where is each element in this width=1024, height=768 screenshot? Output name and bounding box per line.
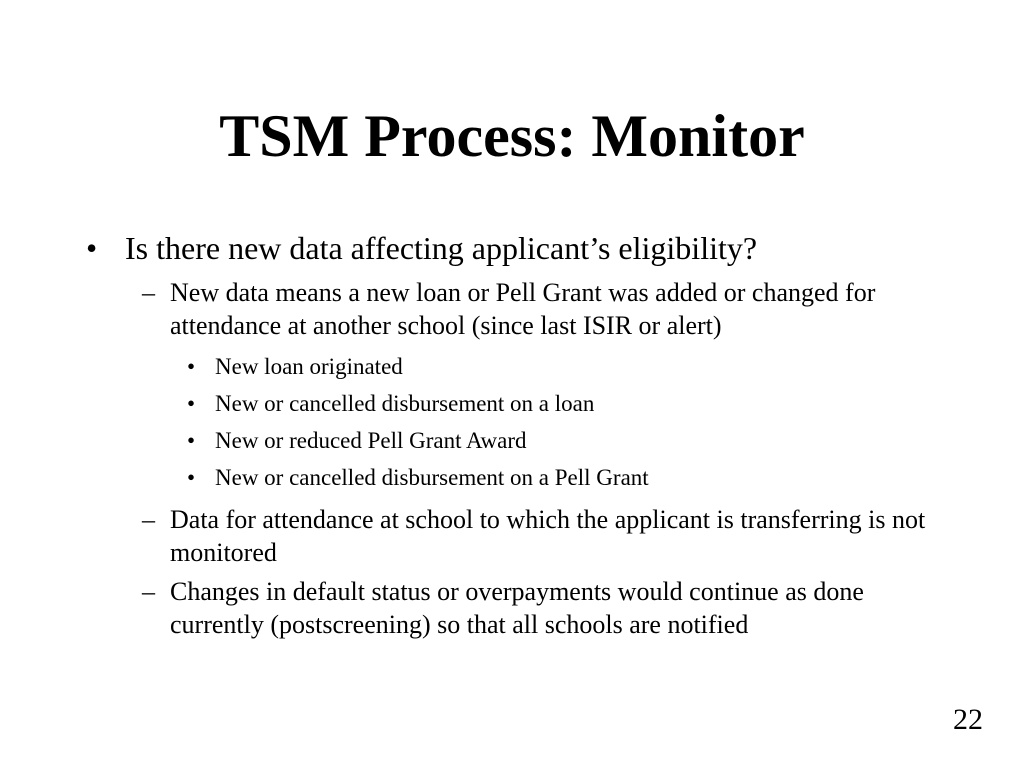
page-number: 22: [953, 703, 983, 736]
bullet-marker: •: [187, 465, 196, 490]
dash-marker: –: [142, 577, 155, 606]
subbullet-text: Changes in default status or overpayments would continue as done currently (postscreening) so that all schools are notified: [170, 577, 864, 639]
slide-title: TSM Process: Monitor: [219, 103, 805, 169]
bullet-marker: •: [187, 354, 196, 379]
subsubbullet-text: New or cancelled disbursement on a loan: [215, 391, 595, 416]
slide-content: [0, 226, 1024, 641]
subbullet-text: New data means a new loan or Pell Grant was added or changed for attendance at another school (since last ISIR or alert): [170, 278, 876, 340]
subsubbullet-pell-award: [187, 426, 935, 456]
subsubbullet-text: New or reduced Pell Grant Award: [215, 428, 527, 453]
subbullet-new-data-definition: [142, 276, 950, 342]
bullet-text: Is there new data affecting applicant’s eligibility?: [125, 230, 758, 266]
bullet-marker: •: [86, 230, 98, 266]
subbullet-transfer-school: [142, 503, 950, 569]
dash-marker: –: [142, 278, 155, 307]
subsubbullet-loan-disbursement: [187, 389, 935, 419]
subsubbullet-text: New loan originated: [215, 354, 403, 379]
bullet-eligibility-question: [86, 226, 945, 270]
dash-marker: –: [142, 505, 155, 534]
subsubbullet-new-loan: [187, 352, 935, 382]
subbullet-default-status: [142, 575, 950, 641]
subsubbullet-pell-disbursement: [187, 463, 935, 493]
bullet-marker: •: [187, 391, 196, 416]
subsubbullet-text: New or cancelled disbursement on a Pell Grant: [215, 465, 649, 490]
subbullet-text: Data for attendance at school to which the applicant is transferring is not monitored: [170, 505, 926, 567]
bullet-marker: •: [187, 428, 196, 453]
